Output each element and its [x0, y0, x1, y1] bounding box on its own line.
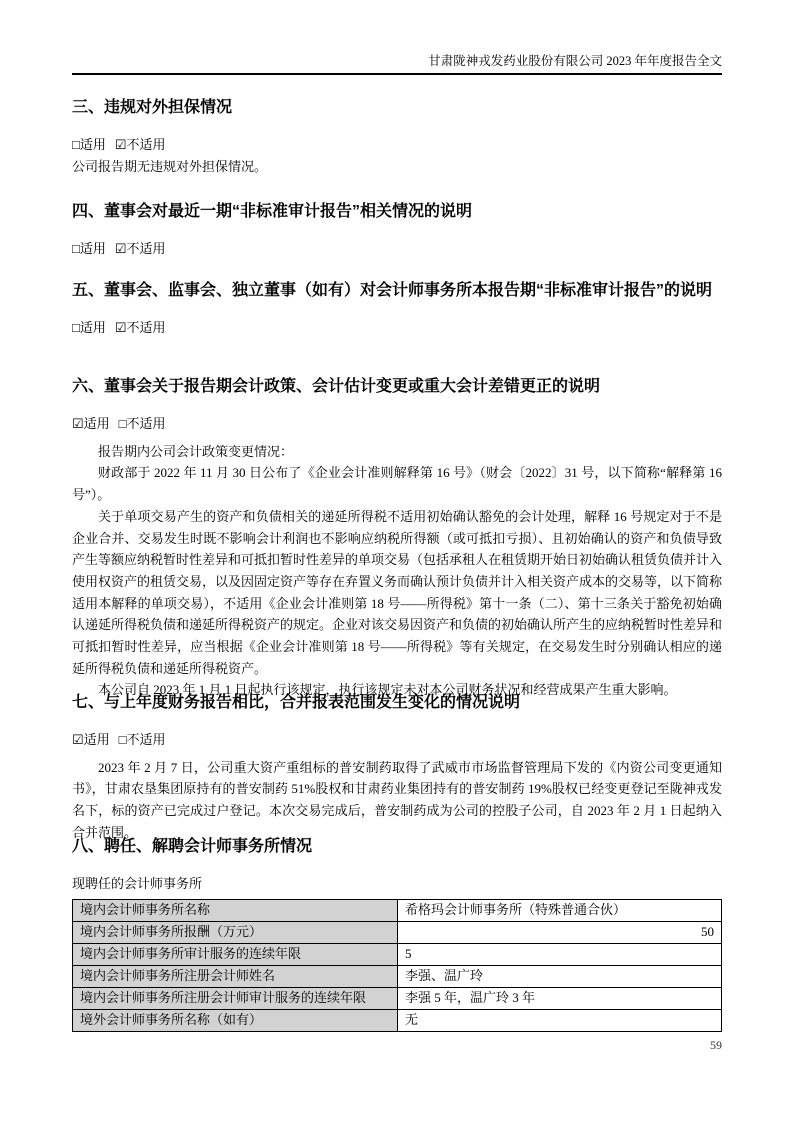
section-7-title: 七、与上年度财务报告相比，合并报表范围发生变化的情况说明	[72, 694, 521, 711]
row-label: 境内会计师事务所报酬（万元）	[73, 921, 398, 943]
report-header-title: 甘肃陇神戎发药业股份有限公司 2023 年年度报告全文	[428, 54, 722, 68]
applicable-checkbox: □适用	[72, 320, 106, 335]
applicable-checkbox: □适用	[72, 241, 106, 256]
auditor-info-table	[72, 899, 722, 1032]
page-header	[72, 0, 722, 75]
table-row	[73, 1009, 722, 1031]
section-7-paragraphs	[72, 757, 722, 844]
row-value: 50	[398, 921, 722, 943]
applicable-checkbox: ☑适用	[72, 416, 110, 431]
section-3-body: 公司报告期无违规对外担保情况。	[72, 158, 268, 174]
section-nonstandard-audit-supervisors	[72, 277, 722, 339]
applicable-checkbox: □适用	[72, 137, 106, 152]
section-6-applicability	[72, 413, 722, 435]
page-number: 59	[710, 1038, 722, 1052]
paragraph: 关于单项交易产生的资产和负债相关的递延所得税不适用初始确认豁免的会计处理，解释 16 号规定对于不是企业合并、交易发生时既不影响会计利润也不影响应纳税所得额（或可抵扣亏损）、且初始确认的资产和负债导致产生等额应纳税暂时性差异和可抵扣暂时性差异的单项交易（包括承租人在租赁期开始日初始确认租赁负债并计入使用权资产的租赁交易，以及因固定资产等存在弃置义务而确认预计负债并计入相关资产成本的交易等，以下简称适用本解释的单项交易），不适用《企业会计准则第 18 号——所得税》第十一条（二）、第十三条关于豁免初始确认递延所得税负债和递延所得税资产的规定。企业对该交易因资产和负债的初始确认所产生的应纳税暂时性差异和可抵扣暂时性差异，应当根据《企业会计准则第 18 号——所得税》等有关规定，在交易发生时分别确认相应的递延所得税负债和递延所得税资产。	[72, 508, 723, 676]
row-label: 境内会计师事务所审计服务的连续年限	[73, 943, 398, 965]
paragraph: 本公司自 2023 年 1 月 1 日起执行该规定，执行该规定未对本公司财务状况和经营成果产生重大影响。	[98, 682, 677, 698]
table-row	[73, 899, 722, 921]
section-8-title: 八、聘任、解聘会计师事务所情况	[72, 838, 313, 855]
not-applicable-checkbox: □不适用	[118, 416, 166, 431]
section-4-applicability	[72, 238, 722, 260]
row-value: 李强、温广玲	[398, 965, 722, 987]
row-label: 境内会计师事务所注册会计师审计服务的连续年限	[73, 987, 398, 1009]
table-row	[73, 921, 722, 943]
current-auditor-label: 现聘任的会计师事务所	[72, 876, 203, 891]
section-6-paragraphs	[72, 441, 722, 701]
row-value: 希格玛会计师事务所（特殊普通合伙）	[398, 899, 722, 921]
paragraph: 2023 年 2 月 7 日，公司重大资产重组标的普安制药取得了武威市市场监督管理局下发的《内资公司变更通知书》，甘肃农垦集团原持有的普安制药 51%股权和甘肃药业集团持有的普安制药 19%股权已经变更登记至陇神戎发名下，标的资产已完成过户登记。本次交易完成后，普安制药成为公司的控股子公司，自 2023 年 2 月 1 日起纳入合并范围。	[72, 759, 722, 840]
section-consolidation-scope-change	[72, 689, 722, 844]
section-guarantee-violations	[72, 94, 722, 177]
section-5-title: 五、董事会、监事会、独立董事（如有）对会计师事务所本报告期“非标准审计报告”的说明	[72, 282, 713, 299]
section-4-title: 四、董事会对最近一期“非标准审计报告”相关情况的说明	[72, 203, 473, 220]
section-5-applicability	[72, 317, 722, 339]
row-label: 境内会计师事务所注册会计师姓名	[73, 965, 398, 987]
row-value: 无	[398, 1009, 722, 1031]
section-accounting-policy-changes	[72, 373, 722, 701]
not-applicable-checkbox: ☑不适用	[114, 241, 166, 256]
applicable-checkbox: ☑适用	[72, 732, 110, 747]
row-value: 李强 5 年，温广玲 3 年	[398, 987, 722, 1009]
section-3-title: 三、违规对外担保情况	[72, 99, 233, 116]
section-auditor-appointment	[72, 833, 722, 1032]
table-row	[73, 965, 722, 987]
section-3-applicability	[72, 134, 722, 156]
not-applicable-checkbox: ☑不适用	[114, 320, 166, 335]
section-6-title: 六、董事会关于报告期会计政策、会计估计变更或重大会计差错更正的说明	[72, 378, 601, 395]
not-applicable-checkbox: ☑不适用	[114, 137, 166, 152]
section-7-applicability	[72, 729, 722, 751]
table-row	[73, 987, 722, 1009]
section-nonstandard-audit-board	[72, 198, 722, 260]
paragraph: 财政部于 2022 年 11 月 30 日公布了《企业会计准则解释第 16 号》（财会〔2022〕31 号，以下简称“解释第 16 号”）。	[72, 465, 722, 503]
paragraph: 报告期内公司会计政策变更情况：	[98, 443, 294, 459]
not-applicable-checkbox: □不适用	[118, 732, 166, 747]
row-label: 境外会计师事务所名称（如有）	[73, 1009, 398, 1031]
row-label: 境内会计师事务所名称	[73, 899, 398, 921]
table-row	[73, 943, 722, 965]
row-value: 5	[398, 943, 722, 965]
